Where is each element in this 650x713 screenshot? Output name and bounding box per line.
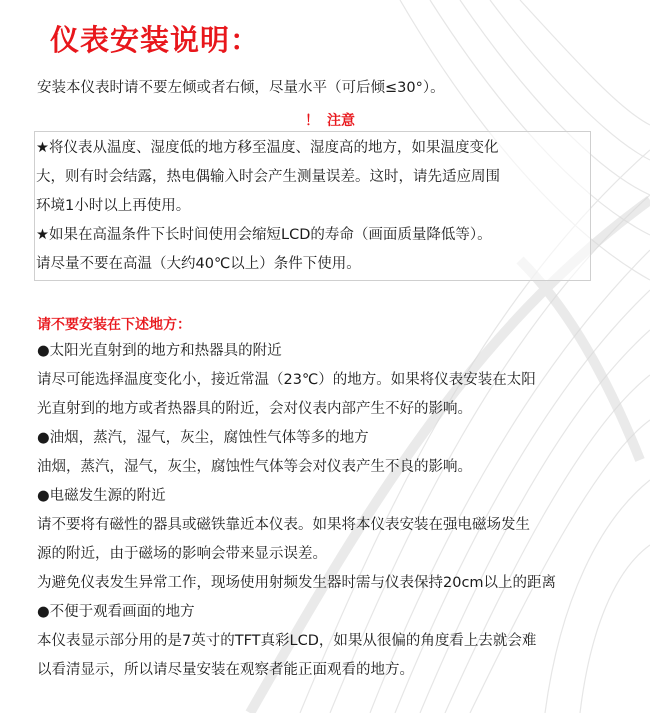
notice-line: 大，则有时会结露，热电偶输入时会产生测量误差。这时，请先适应周围 [36,169,500,185]
list-item-text: 请不要将有磁性的器具或磁铁靠近本仪表。如果将本仪表安装在强电磁场发生 [37,517,530,533]
page-title: 仪表安装说明： [50,23,261,57]
section-heading: 请不要安装在下述地方： [37,317,191,333]
notice-text-block [36,134,500,279]
exclamation-icon: ！ [305,113,319,129]
install-locations-list [37,337,556,685]
list-item-heading: ●电磁发生源的附近 [37,488,166,504]
notice-heading [305,110,355,130]
list-item-heading: ●太阳光直射到的地方和热器具的附近 [37,343,282,359]
notice-line: ★将仪表从温度、湿度低的地方移至温度、湿度高的地方，如果温度变化 [36,140,499,156]
list-item-text: 为避免仪表发生异常工作，现场使用射频发生器时需与仪表保持20cm以上的距离 [37,575,557,591]
list-item-text: 请尽可能选择温度变化小，接近常温（23℃）的地方。如果将仪表安装在太阳 [37,372,536,388]
notice-line: 请尽量不要在高温（大约40℃以上）条件下使用。 [36,256,361,272]
notice-line: ★如果在高温条件下长时间使用会缩短LCD的寿命（画面质量降低等）。 [36,227,492,243]
list-item-heading: ●油烟，蒸汽，湿气，灰尘，腐蚀性气体等多的地方 [37,430,369,446]
intro-text: 安装本仪表时请不要左倾或者右倾，尽量水平（可后倾≤30°）。 [37,80,445,96]
list-item-heading: ●不便于观看画面的地方 [37,604,195,620]
list-item-text: 光直射到的地方或者热器具的附近，会对仪表内部产生不好的影响。 [37,401,472,417]
notice-label-text: 注意 [327,113,355,129]
list-item-text: 以看清显示，所以请尽量安装在观察者能正面观看的地方。 [37,662,414,678]
list-item-text: 油烟，蒸汽，湿气，灰尘，腐蚀性气体等会对仪表产生不良的影响。 [37,459,472,475]
list-item-text: 源的附近，由于磁场的影响会带来显示误差。 [37,546,327,562]
notice-line: 环境1小时以上再使用。 [36,198,191,214]
list-item-text: 本仪表显示部分用的是7英寸的TFT真彩LCD，如果从很偏的角度看上去就会难 [37,633,537,649]
